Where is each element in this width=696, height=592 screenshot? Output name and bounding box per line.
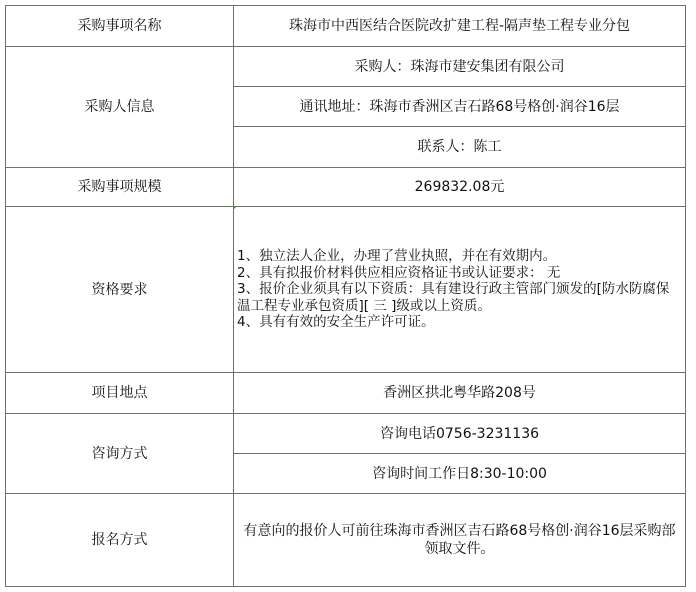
qualification-item: 4、具有有效的安全生产许可证。 — [237, 314, 435, 331]
value-buyer-address: 通讯地址：珠海市香洲区吉石路68号格创·润谷16层 — [299, 98, 620, 115]
label-qualification: 资格要求 — [91, 281, 148, 298]
label-location: 项目地点 — [91, 385, 148, 401]
register-text: 有意向的报价人可前往珠海市香洲区吉石路68号格创·润谷16层采购部领取文件。 — [243, 523, 676, 557]
value-qualification — [234, 207, 685, 372]
value-scale: 269832.08元 — [414, 179, 505, 195]
qualification-item: 3、报价企业须具有以下资质：具有建设行政主管部门颁发的[防水防腐保温工程专业承包资质][ 三 ]级或以上资质。 — [237, 281, 670, 314]
label-buyer-info: 采购人信息 — [84, 99, 155, 115]
value-consult-phone: 咨询电话0756-3231136 — [379, 425, 540, 442]
value-item-name: 珠海市中西医结合医院改扩建工程-隔声垫工程专业分包 — [288, 18, 631, 34]
qualification-item: 2、具有拟报价材料供应相应资格证书或认证要求： 无 — [237, 264, 561, 281]
label-consult: 咨询方式 — [91, 445, 148, 462]
table-border-bottom — [5, 586, 686, 587]
table-border-right — [685, 5, 686, 587]
label-item-name: 采购事项名称 — [77, 18, 162, 34]
qualification-item: 1、独立法人企业，办理了营业执照，并在有效期内。 — [237, 248, 557, 265]
value-buyer-contact: 联系人：陈工 — [417, 139, 502, 155]
value-consult-hours: 咨询时间工作日8:30-10:00 — [372, 465, 547, 482]
value-location: 香洲区拱北粤华路208号 — [383, 385, 536, 401]
value-register — [234, 494, 685, 586]
value-buyer-name: 采购人：珠海市建安集团有限公司 — [354, 58, 565, 75]
label-register: 报名方式 — [91, 532, 148, 548]
label-scale: 采购事项规模 — [77, 179, 162, 195]
qualification-list — [234, 248, 685, 331]
